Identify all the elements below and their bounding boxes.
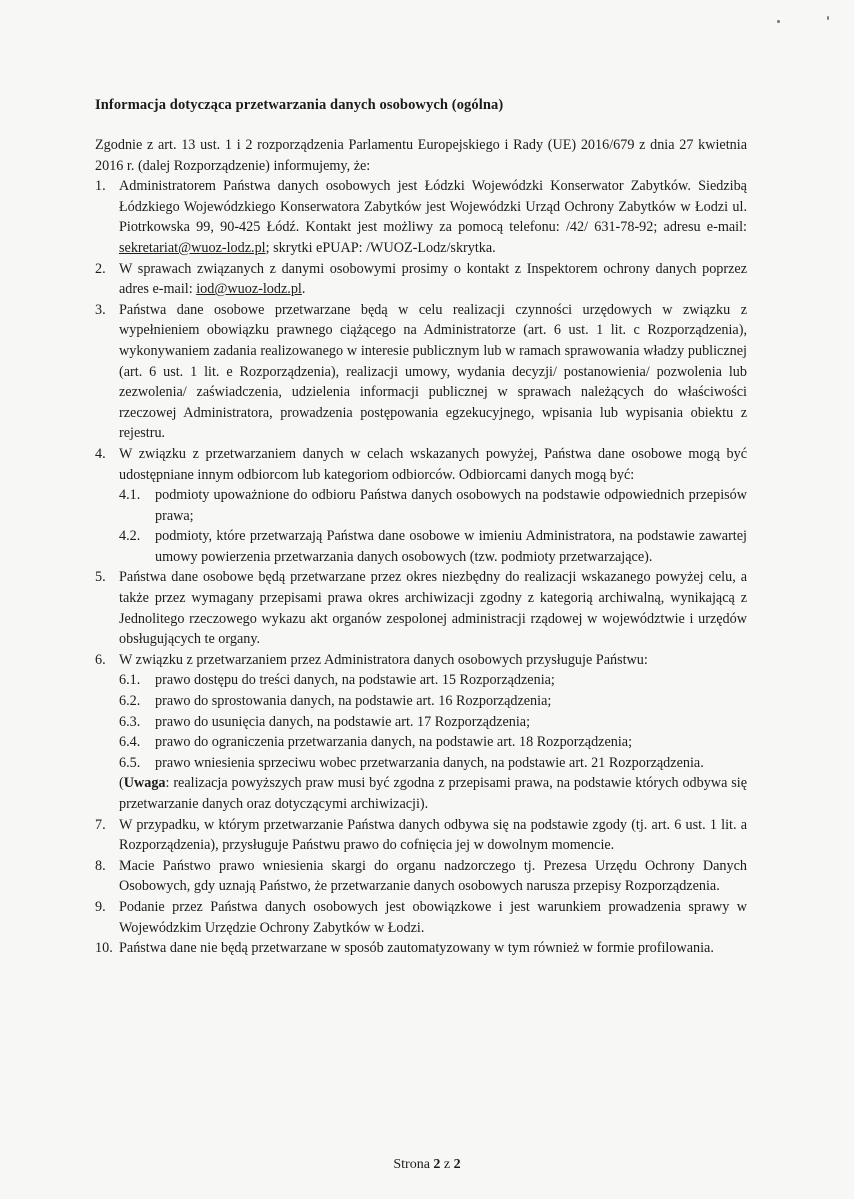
sub-item-text: prawo wniesienia sprzeciwu wobec przetwarzania danych, na podstawie art. 21 Rozporządzenia.: [155, 754, 704, 771]
total-pages: 2: [453, 1157, 461, 1172]
list-item: [95, 300, 747, 444]
item-number: 9.: [95, 898, 106, 915]
list-item: [95, 938, 747, 959]
sub-item-number: 6.5.: [119, 754, 141, 771]
email-link-sekretariat[interactable]: sekretariat@wuoz-lodz.pl: [119, 239, 266, 256]
sub-list-item: [119, 732, 747, 753]
item-text: W związku z przetwarzaniem danych w celach wskazanych powyżej, Państwa dane osobowe mogą być udostępniane innym odbiorcom lub kategoriom odbiorców. Odbiorcami danych mogą być:: [119, 445, 747, 483]
sub-item-number: 6.3.: [119, 713, 141, 730]
sub-item-text: podmioty, które przetwarzają Państwa dane osobowe w imieniu Administratora, na podstawie zawartej umowy powierzenia przetwarzania danych osobowych (tzw. podmioty przetwarzające).: [155, 528, 747, 565]
list-item: [95, 259, 747, 300]
item-text: Państwa dane osobowe będą przetwarzane przez okres niezbędny do realizacji wskazanego powyżej celu, a także przez wymagany przepisami prawa okres archiwizacji zgodny z kategorią archiwalną, wynikającą z Jednolitego rzeczowego wykazu akt organów zespolonej administracji rządowej w województwie i urzędów obsługujących te organy.: [119, 569, 747, 648]
item-text: W związku z przetwarzaniem przez Administratora danych osobowych przysługuje Państwu:: [119, 651, 648, 668]
sub-list-item: [119, 670, 747, 691]
list-item: [95, 650, 747, 815]
page-number: Strona 2 z 2: [393, 1157, 461, 1172]
sub-list-item: [119, 526, 747, 567]
sub-list-item: [119, 485, 747, 526]
list-item: [95, 176, 747, 258]
item-text: Administratorem Państwa danych osobowych jest Łódzki Wojewódzki Konserwator Zabytków. Siedzibą Łódzkiego Wojewódzkiego Konserwatora Zabytków jest Wojewódzki Urząd Ochrony Zabytków w Łodzi ul. Piotrkowska 99, 90-425 Łódź. Kontakt jest możliwy za pomocą telefonu: /42/ 631-78-92; adresu e-mail: sekretariat@wuoz-lodz.pl; skrytki ePUAP: /WUOZ-Lodz/skrytka.: [119, 178, 747, 256]
item-number: 3.: [95, 301, 106, 318]
email-link-iod[interactable]: iod@wuoz-lodz.pl: [196, 281, 302, 298]
sub-list-item: [119, 712, 747, 733]
document-title: Informacja dotycząca przetwarzania danych osobowych (ogólna): [95, 97, 504, 113]
sub-list-item: [119, 691, 747, 712]
list-item: [95, 567, 747, 649]
sub-item-number: 6.1.: [119, 672, 141, 689]
sub-item-number: 6.2.: [119, 693, 141, 710]
rights-note: (Uwaga: realizacja powyższych praw musi być zgodna z przepisami prawa, na podstawie których odbywa się przetwarzanie danych oraz dotyczącymi archiwizacji).: [119, 775, 747, 812]
scan-speck: [827, 16, 829, 20]
item-text: W przypadku, w którym przetwarzanie Państwa danych odbywa się na podstawie zgody (tj. art. 6 ust. 1 lit. a Rozporządzenia), przysługuje Państwu prawo do cofnięcia jej w dowolnym momencie.: [119, 816, 747, 854]
item-number: 4.: [95, 445, 106, 462]
sub-item-number: 4.1.: [119, 487, 141, 504]
item-number: 6.: [95, 651, 106, 668]
list-item: [95, 897, 747, 938]
sub-item-text: prawo do ograniczenia przetwarzania danych, na podstawie art. 18 Rozporządzenia;: [155, 734, 633, 751]
item-text: Państwa dane nie będą przetwarzane w sposób zautomatyzowany w tym również w formie profilowania.: [119, 940, 714, 957]
current-page: 2: [433, 1157, 441, 1172]
item-number: 5.: [95, 569, 106, 586]
sub-item-text: prawo dostępu do treści danych, na podstawie art. 15 Rozporządzenia;: [155, 672, 555, 689]
item-number: 8.: [95, 857, 106, 874]
item-content: [119, 650, 747, 815]
item-text: W sprawach związanych z danymi osobowymi prosimy o kontakt z Inspektorem ochrony danych poprzez adres e-mail: iod@wuoz-lodz.pl.: [119, 260, 747, 298]
scan-speck: [777, 20, 780, 23]
list-item: [95, 815, 747, 856]
item-content: [119, 444, 747, 568]
item-text: Państwa dane osobowe przetwarzane będą w celu realizacji czynności urzędowych w związku z wypełnieniem obowiązku prawnego ciążącego na Administratorze (art. 6 ust. 1 lit. c Rozporządzenia), wykonywaniem zadania realizowanego w interesie publicznym lub w ramach sprawowania władzy publicznej (art. 6 ust. 1 lit. e Rozporządzenia), realizacji umowy, wydania decyzji/ postanowienia/ pozwolenia lub zezwolenia/ zaświadczenia, udzielenia informacji publicznej w sprawach należących do właściwości rzeczowej Administratora, prowadzenia postępowania egzekucyjnego, wpisania lub wypisania obiektu z rejestru.: [119, 301, 747, 442]
item-number: 2.: [95, 260, 106, 277]
sub-item-number: 6.4.: [119, 734, 141, 751]
document-body: [95, 135, 747, 959]
item-text: Podanie przez Państwa danych osobowych jest obowiązkowe i jest warunkiem prowadzenia sprawy w Wojewódzkim Urzędzie Ochrony Zabytków w Łodzi.: [119, 898, 747, 936]
item-text: Macie Państwo prawo wniesienia skargi do organu nadzorczego tj. Prezesa Urzędu Ochrony Danych Osobowych, gdy uznają Państwo, że przetwarzanie danych osobowych narusza przepisy Rozporządzenia.: [119, 857, 747, 895]
item-number: 10.: [95, 940, 113, 957]
sub-item-text: prawo do sprostowania danych, na podstawie art. 16 Rozporządzenia;: [155, 693, 552, 710]
sub-list-item: [119, 753, 747, 774]
note-warning-label: Uwaga: [123, 775, 166, 792]
item-number: 7.: [95, 816, 106, 833]
sub-item-text: prawo do usunięcia danych, na podstawie art. 17 Rozporządzenia;: [155, 713, 531, 730]
sub-item-number: 4.2.: [119, 528, 141, 545]
list-item: [95, 444, 747, 568]
item-number: 1.: [95, 178, 106, 195]
sub-item-text: podmioty upoważnione do odbioru Państwa danych osobowych na podstawie odpowiednich przepisów prawa;: [155, 487, 747, 524]
list-item: [95, 856, 747, 897]
intro-paragraph: Zgodnie z art. 13 ust. 1 i 2 rozporządzenia Parlamentu Europejskiego i Rady (UE) 2016/679 z dnia 27 kwietnia 2016 r. (dalej Rozporządzenie) informujemy, że:: [95, 137, 747, 174]
